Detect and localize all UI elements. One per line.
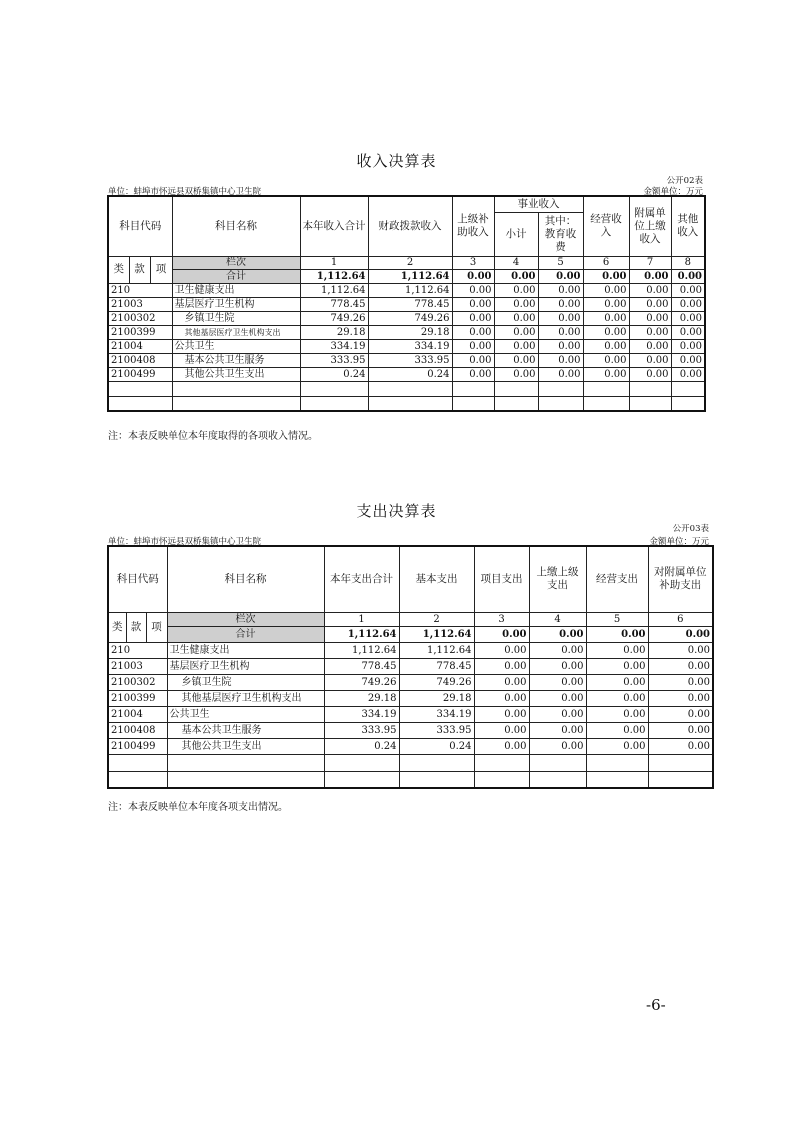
value-cell: 778.45	[300, 297, 368, 311]
income-header-xiang: 项	[150, 256, 172, 283]
subject-code-cell: 210	[108, 642, 167, 658]
value-cell: 29.18	[399, 690, 474, 706]
income-header-lanci: 栏次	[172, 256, 300, 269]
income-col-number: 4	[494, 256, 538, 269]
value-cell: 0.00	[648, 658, 713, 674]
income-header-superior-subsidy: 上级补助收入	[452, 196, 494, 256]
value-cell: 0.00	[474, 658, 529, 674]
expense-header-subject-code: 科目代码	[108, 546, 167, 612]
value-cell: 0.00	[538, 353, 583, 367]
income-col-number: 6	[583, 256, 629, 269]
subject-name-cell: 公共卫生	[167, 706, 324, 722]
income-col-number: 1	[300, 256, 368, 269]
value-cell: 0.00	[671, 283, 705, 297]
value-cell: 0.00	[629, 339, 671, 353]
expense-col-number: 3	[474, 612, 529, 626]
value-cell: 0.00	[586, 642, 648, 658]
value-cell: 0.00	[671, 353, 705, 367]
value-cell: 0.00	[452, 297, 494, 311]
income-total-cell: 1,112.64	[300, 269, 368, 283]
income-total-row	[108, 269, 705, 283]
value-cell: 0.00	[586, 722, 648, 738]
income-col-number: 2	[368, 256, 452, 269]
value-cell: 0.00	[529, 722, 586, 738]
value-cell: 0.00	[671, 367, 705, 381]
expense-header-subject-name: 科目名称	[167, 546, 324, 612]
value-cell: 0.00	[538, 339, 583, 353]
value-cell: 0.00	[529, 642, 586, 658]
value-cell: 0.00	[494, 297, 538, 311]
value-cell: 29.18	[368, 325, 452, 339]
value-cell: 0.00	[538, 297, 583, 311]
expense-header-subsidy: 对附属单位补助支出	[648, 546, 713, 612]
value-cell: 0.00	[586, 738, 648, 754]
empty-row	[108, 754, 713, 771]
value-cell: 333.95	[368, 353, 452, 367]
expense-total-cell: 0.00	[529, 626, 586, 642]
value-cell: 0.00	[583, 283, 629, 297]
value-cell: 0.00	[583, 339, 629, 353]
expense-unit: 单位：蚌埠市怀远县双桥集镇中心卫生院	[108, 537, 262, 547]
value-cell: 0.00	[538, 325, 583, 339]
table-row	[108, 722, 713, 738]
value-cell: 0.00	[583, 367, 629, 381]
income-total-label: 合计	[172, 269, 300, 283]
income-header-subject-code: 科目代码	[108, 196, 172, 256]
value-cell: 0.00	[586, 690, 648, 706]
income-header-total: 本年收入合计	[300, 196, 368, 256]
income-header-kuan: 款	[129, 256, 150, 283]
income-header-business: 事业收入	[494, 196, 583, 212]
value-cell: 0.00	[494, 283, 538, 297]
income-header-subtotal: 小计	[494, 212, 538, 256]
value-cell: 0.00	[474, 738, 529, 754]
expense-header-operating: 经营支出	[586, 546, 648, 612]
subject-code-cell: 2100408	[108, 353, 172, 367]
value-cell: 0.00	[629, 311, 671, 325]
expense-col-number: 2	[399, 612, 474, 626]
value-cell: 0.00	[629, 353, 671, 367]
income-table	[107, 195, 706, 412]
table-row	[108, 311, 705, 325]
value-cell: 0.00	[586, 658, 648, 674]
expense-col-number: 1	[324, 612, 399, 626]
value-cell: 1,112.64	[324, 642, 399, 658]
expense-header-remit: 上缴上级支出	[529, 546, 586, 612]
subject-code-cell: 2100399	[108, 690, 167, 706]
subject-name-cell: 基本公共卫生服务	[172, 353, 300, 367]
value-cell: 0.00	[474, 690, 529, 706]
expense-header-lei: 类	[108, 612, 126, 642]
expense-total-cell: 1,112.64	[399, 626, 474, 642]
subject-name-cell: 乡镇卫生院	[172, 311, 300, 325]
value-cell: 0.00	[529, 674, 586, 690]
value-cell: 0.00	[648, 738, 713, 754]
subject-name-cell: 卫生健康支出	[167, 642, 324, 658]
table-row	[108, 325, 705, 339]
subject-code-cell: 2100399	[108, 325, 172, 339]
value-cell: 0.24	[324, 738, 399, 754]
value-cell: 333.95	[399, 722, 474, 738]
table-row	[108, 658, 713, 674]
value-cell: 0.00	[648, 706, 713, 722]
subject-name-cell: 其他公共卫生支出	[172, 367, 300, 381]
income-header-subject-name: 科目名称	[172, 196, 300, 256]
value-cell: 749.26	[324, 674, 399, 690]
value-cell: 0.00	[474, 642, 529, 658]
subject-code-cell: 2100302	[108, 311, 172, 325]
subject-code-cell: 2100302	[108, 674, 167, 690]
value-cell: 334.19	[300, 339, 368, 353]
income-total-cell: 0.00	[671, 269, 705, 283]
value-cell: 0.00	[494, 367, 538, 381]
value-cell: 0.00	[452, 367, 494, 381]
table-row	[108, 297, 705, 311]
value-cell: 0.00	[494, 325, 538, 339]
value-cell: 749.26	[399, 674, 474, 690]
expense-total-cell: 0.00	[586, 626, 648, 642]
value-cell: 0.00	[671, 311, 705, 325]
expense-header-total: 本年支出合计	[324, 546, 399, 612]
value-cell: 0.00	[452, 353, 494, 367]
table-row	[108, 367, 705, 381]
income-header-education: 其中：教育收费	[538, 212, 583, 256]
empty-row	[108, 381, 705, 396]
income-title: 收入决算表	[356, 152, 437, 170]
value-cell: 0.00	[648, 690, 713, 706]
value-cell: 1,112.64	[368, 283, 452, 297]
income-total-cell: 0.00	[538, 269, 583, 283]
value-cell: 0.00	[648, 674, 713, 690]
table-row	[108, 706, 713, 722]
value-cell: 29.18	[324, 690, 399, 706]
subject-name-cell: 乡镇卫生院	[167, 674, 324, 690]
income-total-cell: 1,112.64	[368, 269, 452, 283]
expense-header-xiang: 项	[146, 612, 167, 642]
expense-col-number: 4	[529, 612, 586, 626]
expense-header-basic: 基本支出	[399, 546, 474, 612]
value-cell: 0.00	[474, 706, 529, 722]
expense-title: 支出决算表	[356, 502, 437, 520]
value-cell: 0.00	[586, 706, 648, 722]
empty-row	[108, 771, 713, 788]
subject-name-cell: 基层医疗卫生机构	[172, 297, 300, 311]
subject-name-cell: 基层医疗卫生机构	[167, 658, 324, 674]
value-cell: 0.00	[529, 658, 586, 674]
expense-header	[108, 546, 713, 642]
value-cell: 0.00	[494, 311, 538, 325]
subject-name-cell: 其他公共卫生支出	[167, 738, 324, 754]
value-cell: 0.00	[629, 325, 671, 339]
value-cell: 0.00	[671, 325, 705, 339]
expense-header-project: 项目支出	[474, 546, 529, 612]
value-cell: 0.00	[671, 297, 705, 311]
expense-table	[107, 545, 714, 789]
value-cell: 334.19	[324, 706, 399, 722]
subject-code-cell: 21003	[108, 297, 172, 311]
value-cell: 0.00	[648, 722, 713, 738]
subject-name-cell: 其他基层医疗卫生机构支出	[167, 690, 324, 706]
value-cell: 333.95	[324, 722, 399, 738]
value-cell: 0.00	[583, 325, 629, 339]
table-row	[108, 738, 713, 754]
table-row	[108, 339, 705, 353]
expense-total-row	[108, 626, 713, 642]
value-cell: 0.00	[538, 367, 583, 381]
income-header-affiliated: 附属单位上缴收入	[629, 196, 671, 256]
subject-name-cell: 卫生健康支出	[172, 283, 300, 297]
value-cell: 0.00	[586, 674, 648, 690]
income-table-code: 公开02表	[666, 176, 703, 186]
subject-name-cell: 其他基层医疗卫生机构支出	[172, 325, 300, 339]
expense-total-label: 合计	[167, 626, 324, 642]
value-cell: 0.00	[538, 283, 583, 297]
expense-note: 注：本表反映单位本年度各项支出情况。	[108, 802, 288, 813]
value-cell: 0.00	[529, 738, 586, 754]
value-cell: 0.00	[494, 339, 538, 353]
value-cell: 778.45	[324, 658, 399, 674]
value-cell: 0.24	[399, 738, 474, 754]
subject-code-cell: 21003	[108, 658, 167, 674]
value-cell: 0.00	[452, 283, 494, 297]
empty-row	[108, 396, 705, 411]
table-row	[108, 642, 713, 658]
value-cell: 333.95	[300, 353, 368, 367]
table-row	[108, 674, 713, 690]
income-total-cell: 0.00	[583, 269, 629, 283]
income-col-number: 8	[671, 256, 705, 269]
value-cell: 0.00	[583, 353, 629, 367]
subject-name-cell: 公共卫生	[172, 339, 300, 353]
value-cell: 0.00	[538, 311, 583, 325]
income-unit: 单位：蚌埠市怀远县双桥集镇中心卫生院	[108, 187, 262, 197]
value-cell: 0.00	[583, 311, 629, 325]
value-cell: 29.18	[300, 325, 368, 339]
value-cell: 0.00	[452, 339, 494, 353]
value-cell: 0.00	[583, 297, 629, 311]
expense-table-code: 公开03表	[672, 524, 709, 534]
value-cell: 1,112.64	[399, 642, 474, 658]
value-cell: 0.00	[529, 706, 586, 722]
value-cell: 334.19	[399, 706, 474, 722]
expense-total-cell: 1,112.64	[324, 626, 399, 642]
subject-code-cell: 2100499	[108, 367, 172, 381]
income-col-number: 3	[452, 256, 494, 269]
value-cell: 0.00	[671, 339, 705, 353]
income-col-number: 7	[629, 256, 671, 269]
expense-col-number: 6	[648, 612, 713, 626]
income-col-number: 5	[538, 256, 583, 269]
value-cell: 749.26	[300, 311, 368, 325]
value-cell: 0.24	[368, 367, 452, 381]
value-cell: 0.24	[300, 367, 368, 381]
subject-code-cell: 21004	[108, 339, 172, 353]
income-header-fiscal: 财政拨款收入	[368, 196, 452, 256]
income-total-cell: 0.00	[494, 269, 538, 283]
value-cell: 0.00	[474, 722, 529, 738]
value-cell: 334.19	[368, 339, 452, 353]
subject-code-cell: 2100499	[108, 738, 167, 754]
income-header-other: 其他收入	[671, 196, 705, 256]
income-total-cell: 0.00	[452, 269, 494, 283]
value-cell: 1,112.64	[300, 283, 368, 297]
expense-header-lanci: 栏次	[167, 612, 324, 626]
value-cell: 0.00	[648, 642, 713, 658]
value-cell: 778.45	[399, 658, 474, 674]
income-header-operating: 经营收入	[583, 196, 629, 256]
expense-total-cell: 0.00	[648, 626, 713, 642]
value-cell: 0.00	[529, 690, 586, 706]
table-row	[108, 353, 705, 367]
value-cell: 0.00	[452, 311, 494, 325]
page-number: -6-	[646, 996, 666, 1014]
value-cell: 0.00	[452, 325, 494, 339]
table-row	[108, 283, 705, 297]
income-amount-unit: 金额单位：万元	[643, 187, 703, 197]
value-cell: 0.00	[629, 297, 671, 311]
value-cell: 0.00	[629, 367, 671, 381]
value-cell: 0.00	[494, 353, 538, 367]
subject-code-cell: 21004	[108, 706, 167, 722]
table-row	[108, 690, 713, 706]
income-body	[108, 283, 705, 411]
value-cell: 778.45	[368, 297, 452, 311]
income-total-cell: 0.00	[629, 269, 671, 283]
income-note: 注：本表反映单位本年度取得的各项收入情况。	[108, 431, 318, 442]
expense-total-cell: 0.00	[474, 626, 529, 642]
subject-name-cell: 基本公共卫生服务	[167, 722, 324, 738]
value-cell: 0.00	[474, 674, 529, 690]
income-header	[108, 196, 705, 283]
expense-col-number: 5	[586, 612, 648, 626]
value-cell: 0.00	[629, 283, 671, 297]
expense-body	[108, 642, 713, 788]
expense-amount-unit: 金额单位：万元	[649, 537, 709, 547]
expense-header-kuan: 款	[126, 612, 146, 642]
income-header-lei: 类	[108, 256, 129, 283]
subject-code-cell: 210	[108, 283, 172, 297]
value-cell: 749.26	[368, 311, 452, 325]
subject-code-cell: 2100408	[108, 722, 167, 738]
